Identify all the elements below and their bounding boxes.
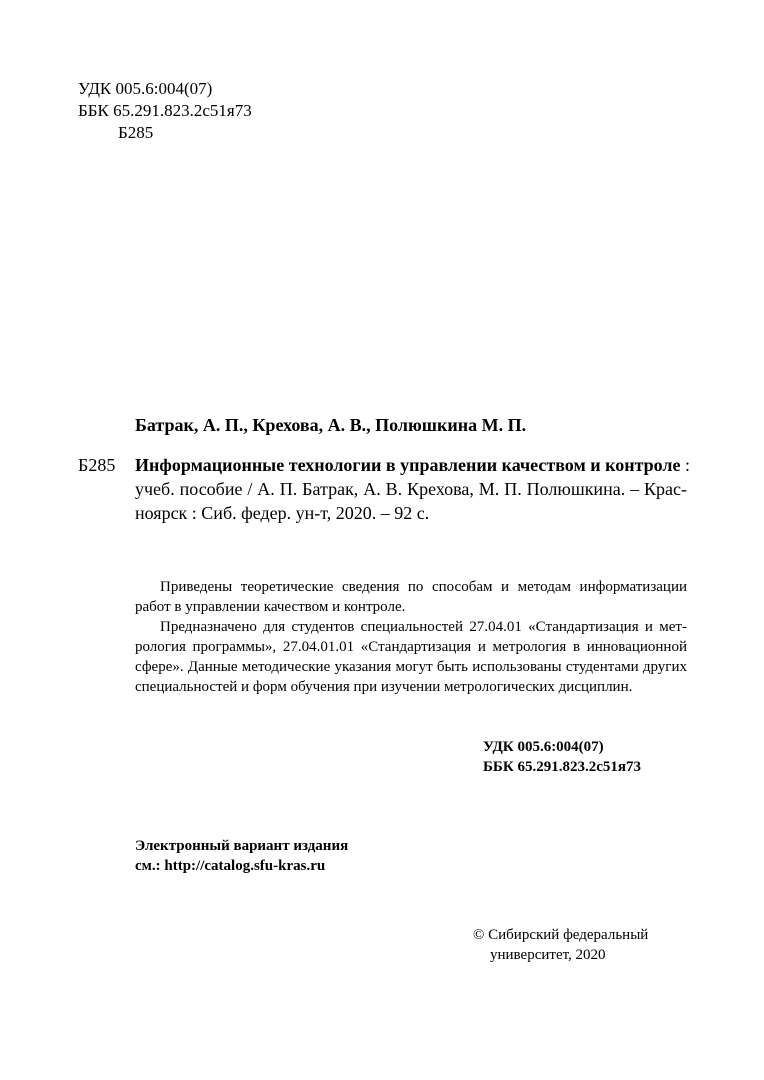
- copyright: [473, 925, 648, 965]
- title-suffix: :: [680, 455, 691, 475]
- copyright-line-2: университет, 2020: [490, 947, 606, 963]
- annotation-p2-line4: специальностей и форм обучения при изучении метрологических дисциплин.: [135, 679, 633, 695]
- annotation-p1-line2: работ в управлении качеством и контроле.: [135, 599, 406, 615]
- entry-line-3: ноярск : Сиб. федер. ун-т, 2020. – 92 с.: [135, 503, 430, 523]
- annotation-p2-line2: рология программы», 27.04.01.01 «Стандартизация и метрология в инновационной: [135, 639, 687, 655]
- electronic-line-1: Электронный вариант издания: [135, 838, 349, 854]
- entry-line-2: учеб. пособие / А. П. Батрак, А. В. Крехова, М. П. Полюшкина. – Крас-: [135, 479, 687, 499]
- book-title: Информационные технологии в управлении качеством и контроле: [135, 455, 681, 475]
- electronic-link: см.: http://catalog.sfu-kras.ru: [135, 858, 326, 874]
- copyright-line-1: © Сибирский федеральный: [473, 927, 649, 943]
- annotation: [135, 577, 687, 697]
- annotation-p2-line1: Предназначено для студентов специальностей 27.04.01 «Стандартизация и мет-: [160, 619, 687, 635]
- electronic-version-note: [135, 836, 348, 876]
- footer-codes: [483, 737, 641, 777]
- author-mark: Б285: [118, 123, 154, 142]
- bibliographic-entry: [135, 453, 691, 525]
- footer-udk-code: УДК 005.6:004(07): [483, 739, 604, 755]
- bbk-code: ББК 65.291.823.2с51я73: [78, 101, 252, 120]
- annotation-p2-line3: сфере». Данные методические указания могут быть использованы студентами других: [135, 659, 687, 675]
- entry-mark: Б285: [78, 455, 116, 475]
- authors-heading: Батрак, А. П., Крехова, А. В., Полюшкина М. П.: [135, 415, 527, 435]
- classification-header: [78, 78, 252, 144]
- udk-code: УДК 005.6:004(07): [78, 79, 213, 98]
- annotation-p1-line1: Приведены теоретические сведения по способам и методам информатизации: [160, 579, 687, 595]
- footer-bbk-code: ББК 65.291.823.2с51я73: [483, 759, 641, 775]
